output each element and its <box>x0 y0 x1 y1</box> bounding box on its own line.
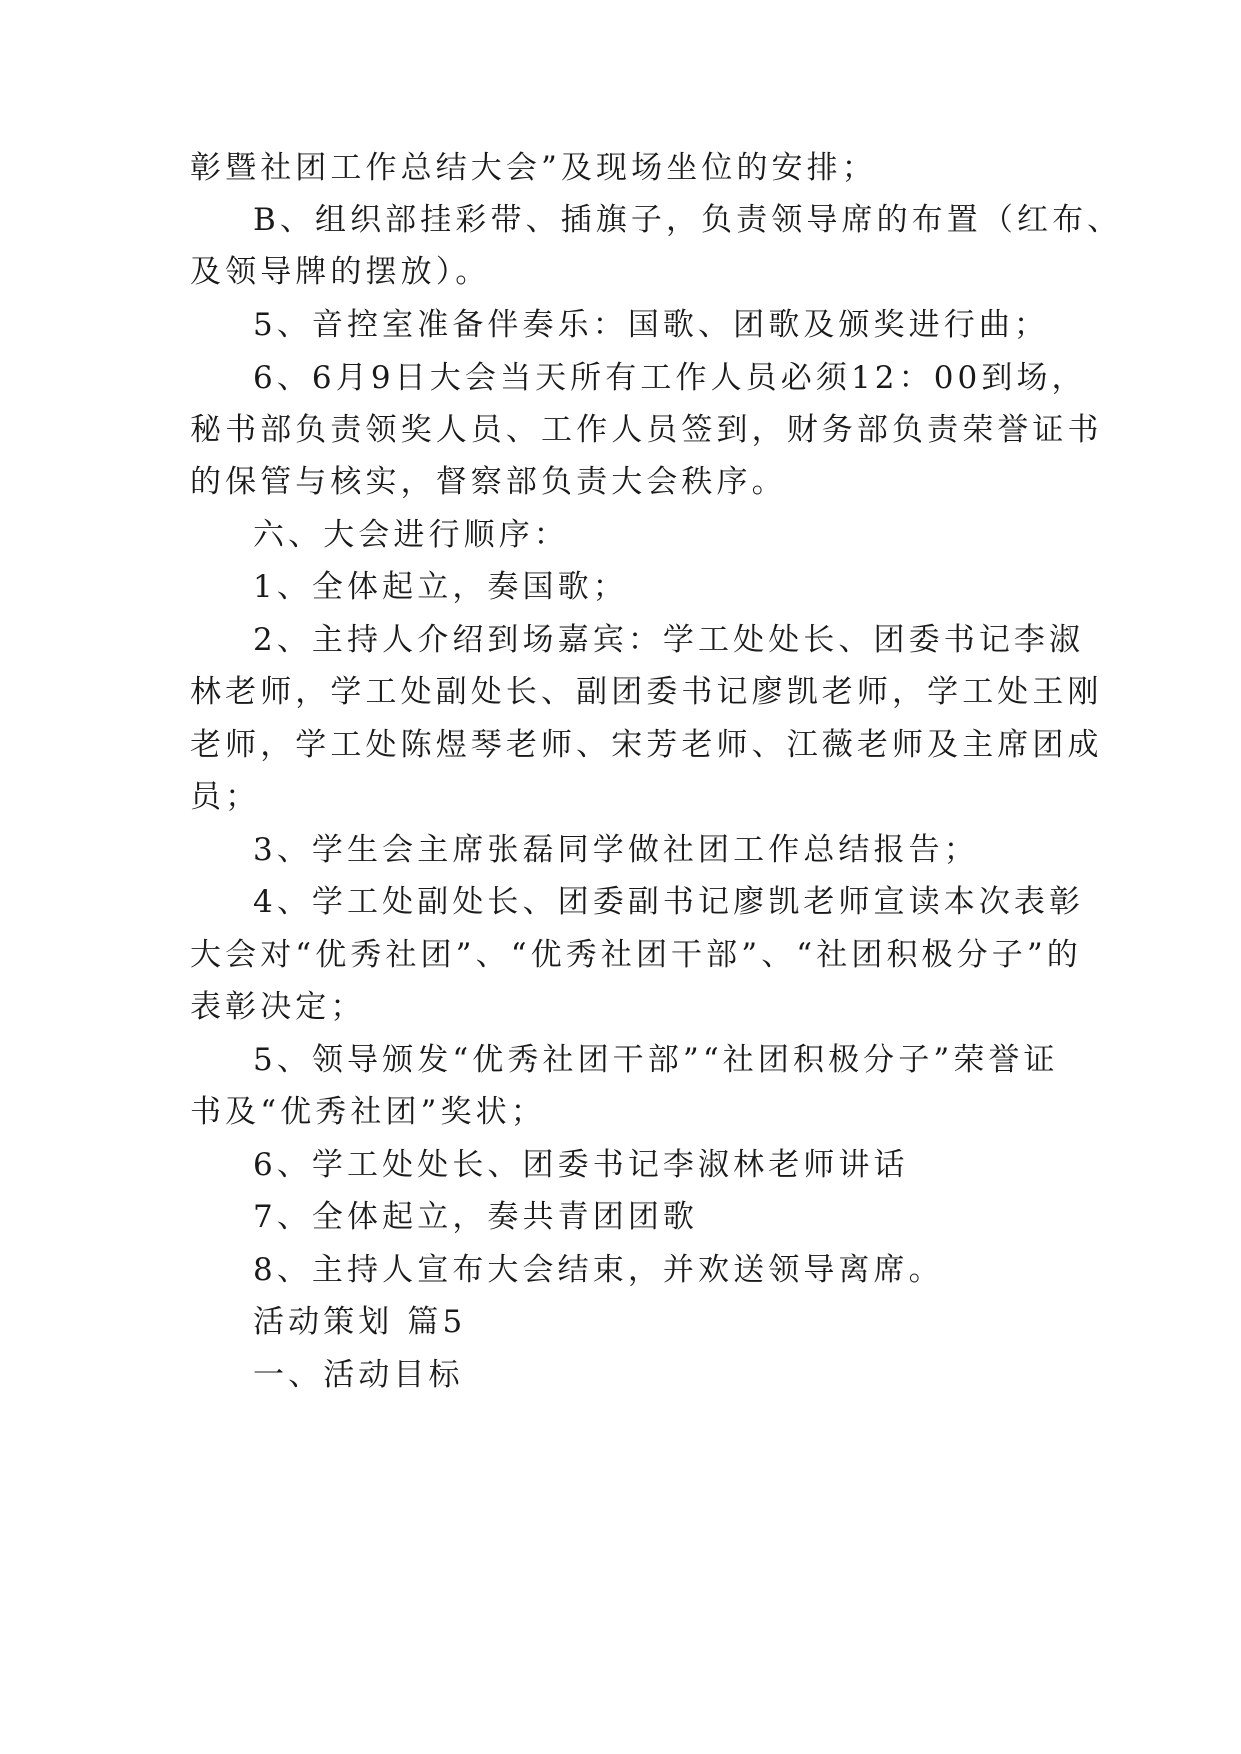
text-line: 及领导牌的摆放）。 <box>190 254 491 290</box>
text-line: B、组织部挂彩带、插旗子，负责领导席的布置（红布、 <box>253 202 1123 238</box>
section-heading: 六、大会进行顺序： <box>253 517 569 553</box>
text-line: 1、全体起立，奏国歌； <box>253 569 628 605</box>
text-line: 8、主持人宣布大会结束，并欢送领导离席。 <box>253 1252 944 1288</box>
text-line: 秘书部负责领奖人员、工作人员签到，财务部负责荣誉证书 <box>190 412 1103 448</box>
text-line: 5、领导颁发“优秀社团干部”“社团积极分子”荣誉证 <box>253 1042 1059 1078</box>
text-line: 林老师，学工处副处长、副团委书记廖凯老师，学工处王刚 <box>190 674 1103 710</box>
text-line: 2、主持人介绍到场嘉宾：学工处处长、团委书记李淑 <box>253 622 1085 658</box>
text-line: 书及“优秀社团”奖状； <box>190 1094 546 1130</box>
text-line: 员； <box>190 779 261 815</box>
text-line: 6、6月9日大会当天所有工作人员必须12：00到场， <box>253 360 1087 396</box>
text-line: 7、全体起立，奏共青团团歌 <box>253 1199 699 1235</box>
text-line: 表彰决定； <box>190 989 366 1025</box>
text-line: 4、学工处副处长、团委副书记廖凯老师宣读本次表彰 <box>253 884 1085 920</box>
text-line: 彰暨社团工作总结大会”及现场坐位的安排； <box>190 150 877 186</box>
text-line: 的保管与核实，督察部负责大会秩序。 <box>190 464 787 500</box>
text-line: 老师，学工处陈煜琴老师、宋芳老师、江薇老师及主席团成 <box>190 727 1103 763</box>
section-title: 活动策划 篇5 <box>253 1304 467 1340</box>
text-line: 6、学工处处长、团委书记李淑林老师讲话 <box>253 1147 909 1183</box>
text-line: 大会对“优秀社团”、“优秀社团干部”、“社团积极分子”的 <box>190 937 1082 973</box>
section-heading: 一、活动目标 <box>253 1357 464 1393</box>
text-line: 5、音控室准备伴奏乐：国歌、团歌及颁奖进行曲； <box>253 307 1050 343</box>
text-line: 3、学生会主席张磊同学做社团工作总结报告； <box>253 832 979 868</box>
